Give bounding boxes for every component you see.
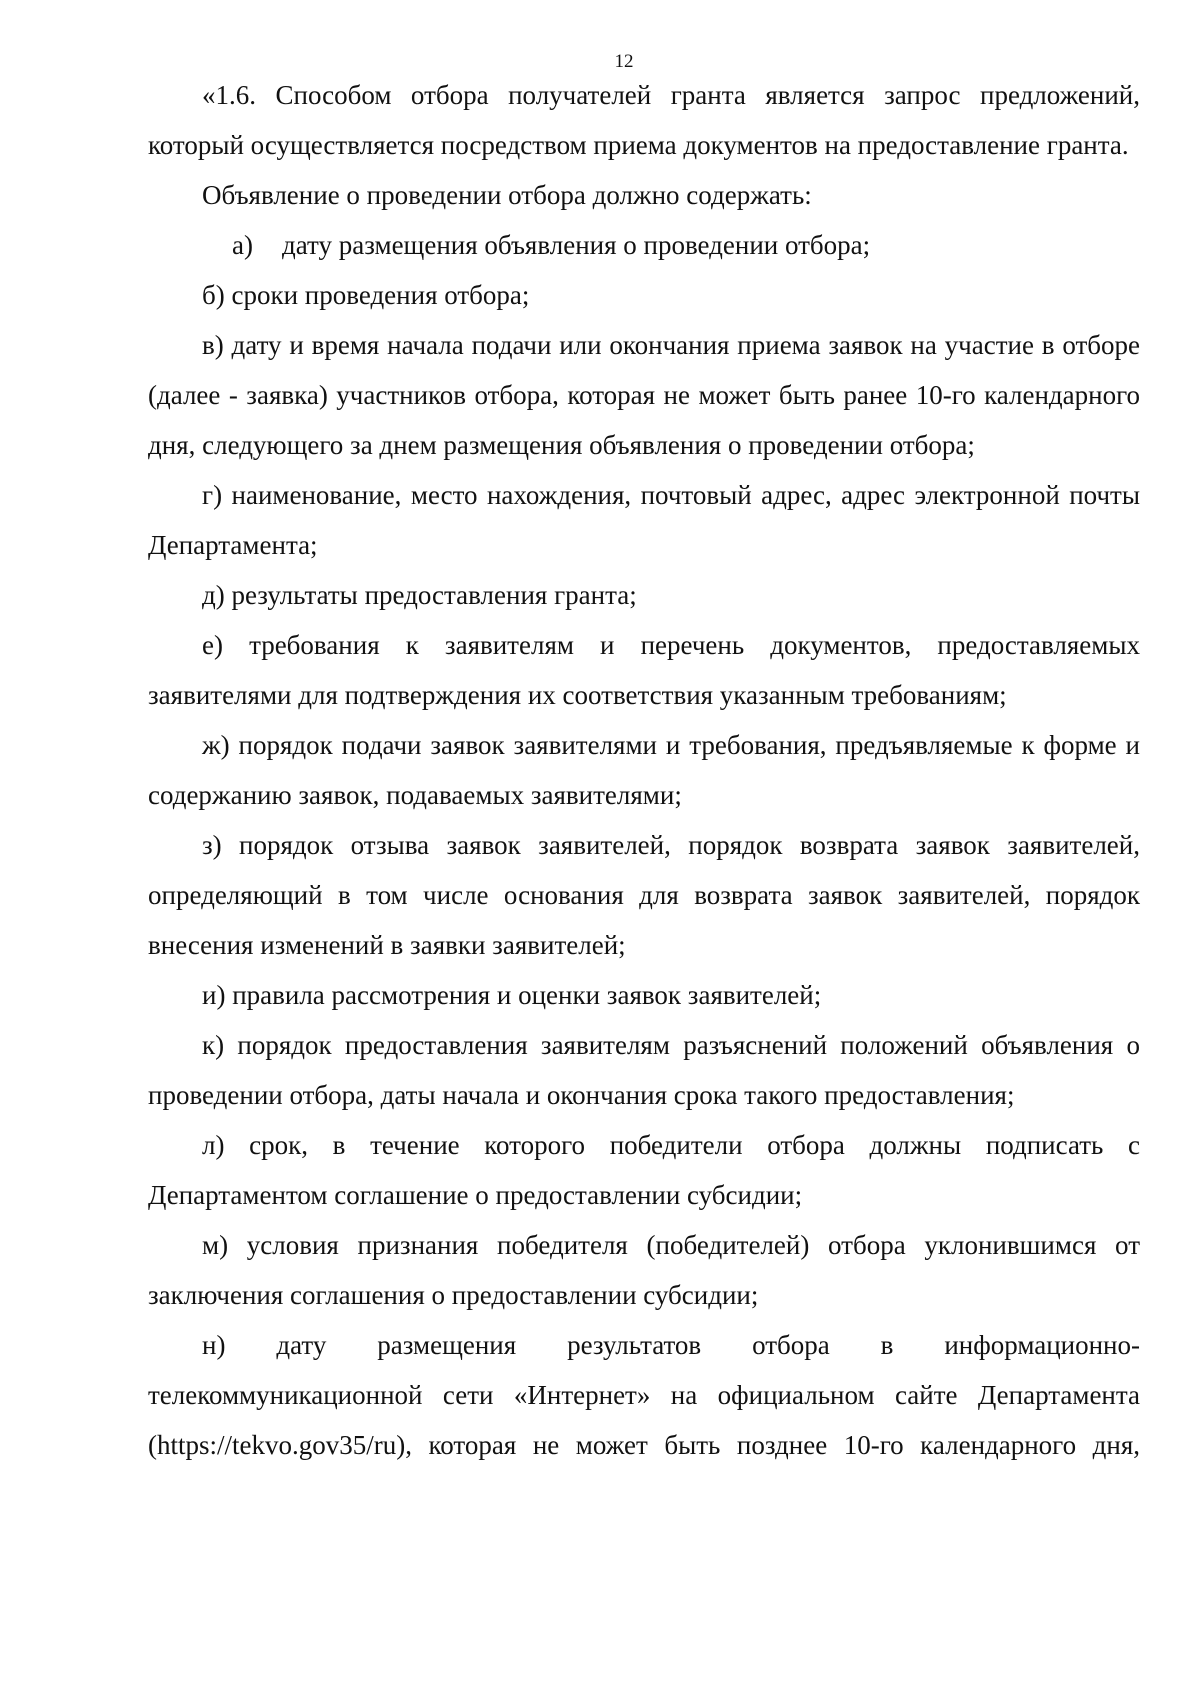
list-item-l: л) срок, в течение которого победители отбора должны подписать с Департаментом соглашение о предоставлении субсидии; xyxy=(148,1130,1140,1210)
page-number: 12 xyxy=(614,51,634,72)
list-item-n: н) дату размещения результатов отбора в информационно-телекоммуникационной сети «Интернет» на официальном сайте Департамента (https://tekvo.gov35/ru), которая не может быть позднее 10-го календарного дня, xyxy=(148,1330,1140,1460)
list-item-v: в) дату и время начала подачи или окончания приема заявок на участие в отборе (далее - заявка) участников отбора, которая не может быть ранее 10-го календарного дня, следующего за днем размещения объявления о проведении отбора; xyxy=(148,330,1140,460)
paragraph-1-6: «1.6. Способом отбора получателей гранта является запрос предложений, который осуществляется посредством приема документов на предоставление гранта. xyxy=(148,80,1140,160)
list-item-z: з) порядок отзыва заявок заявителей, порядок возврата заявок заявителей, определяющий в том числе основания для возврата заявок заявителей, порядок внесения изменений в заявки заявителей; xyxy=(148,830,1140,960)
list-marker-a: а) xyxy=(232,230,253,260)
list-item-i: и) правила рассмотрения и оценки заявок заявителей; xyxy=(202,980,822,1010)
list-item-zh: ж) порядок подачи заявок заявителями и требования, предъявляемые к форме и содержанию заявок, подаваемых заявителями; xyxy=(148,730,1140,810)
list-item-b: б) сроки проведения отбора; xyxy=(202,280,530,310)
announcement-intro: Объявление о проведении отбора должно содержать: xyxy=(202,180,812,210)
list-item-a-text: дату размещения объявления о проведении отбора; xyxy=(282,230,871,260)
list-item-m: м) условия признания победителя (победителей) отбора уклонившимся от заключения соглашения о предоставлении субсидии; xyxy=(148,1230,1140,1310)
list-item-g: г) наименование, место нахождения, почтовый адрес, адрес электронной почты Департамента; xyxy=(148,480,1140,560)
document-body xyxy=(148,70,1140,1470)
list-item-e: е) требования к заявителям и перечень документов, предоставляемых заявителями для подтверждения их соответствия указанным требованиям; xyxy=(148,630,1140,710)
list-item-k: к) порядок предоставления заявителям разъяснений положений объявления о проведении отбора, даты начала и окончания срока такого предоставления; xyxy=(148,1030,1140,1110)
list-item-a xyxy=(148,220,1140,270)
list-item-d: д) результаты предоставления гранта; xyxy=(202,580,637,610)
